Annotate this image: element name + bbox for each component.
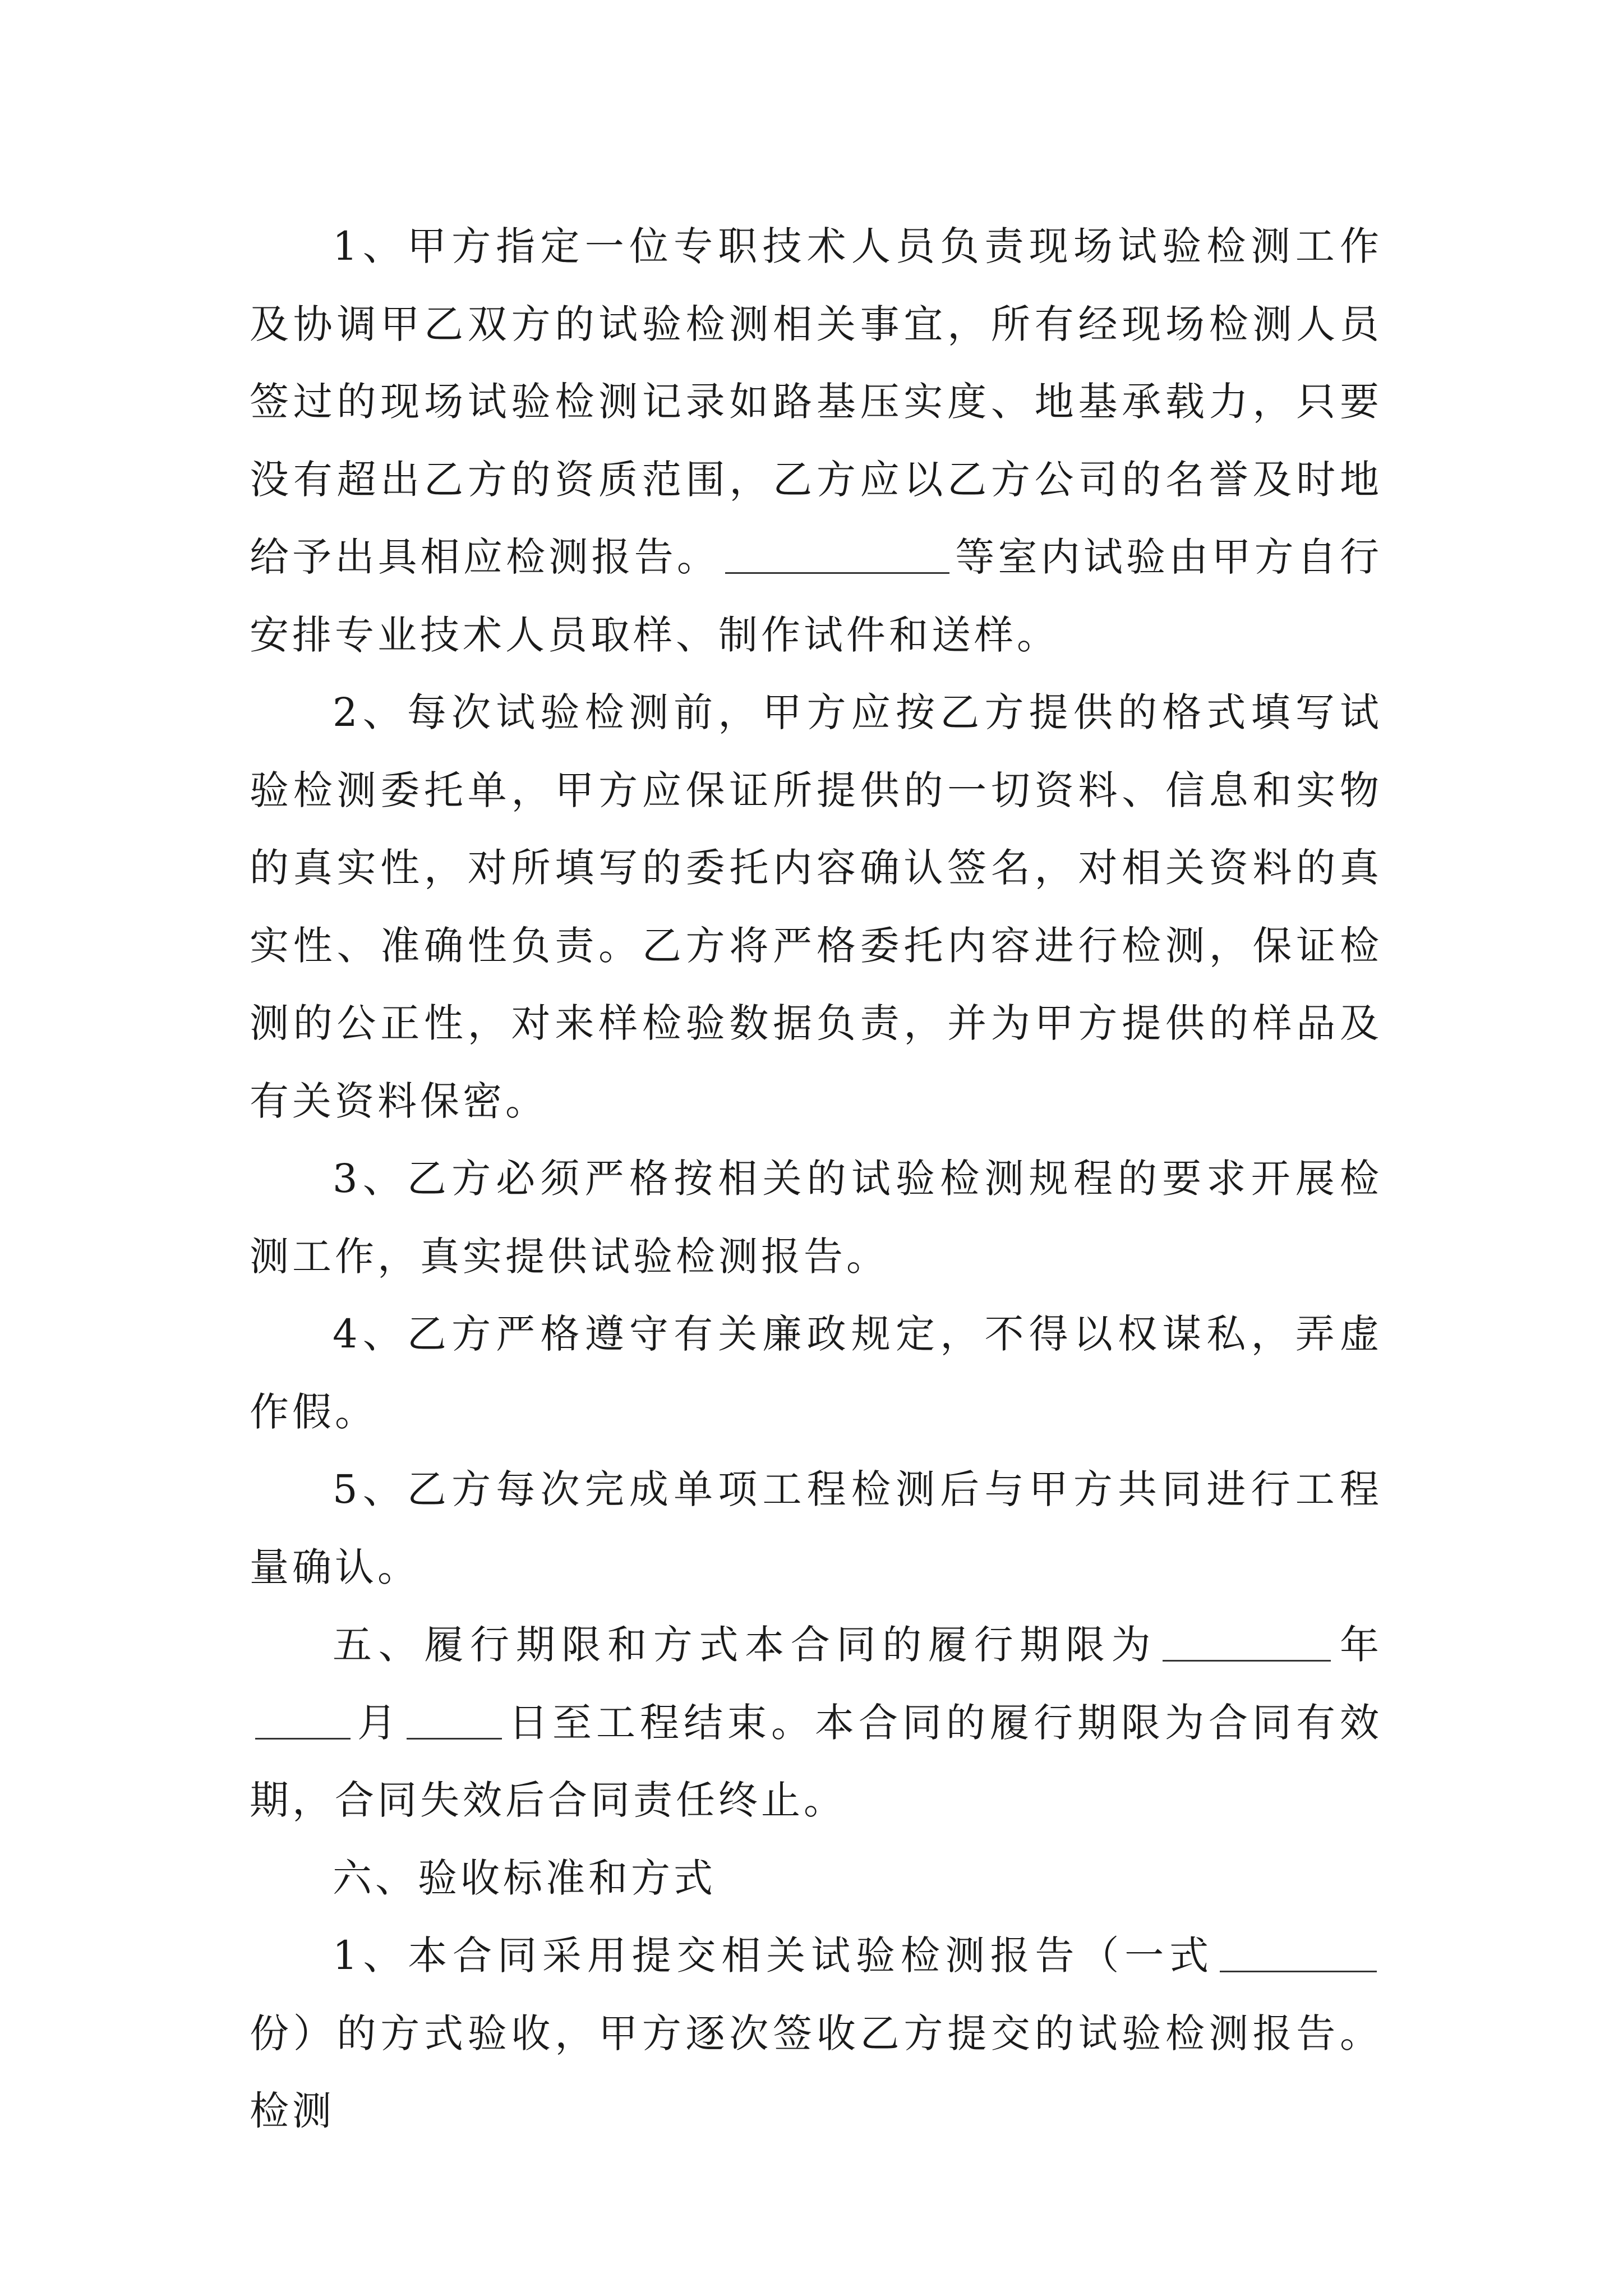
section-5-text-a: 五、履行期限和方式本合同的履行期限为	[333, 1622, 1158, 1668]
paragraph-1-text-a: 1、甲方指定一位专职技术人员负责现场试验检测工作及协调甲乙双方的试验检测相关事宜，所有经现场检测人员签过的现场试验检测记录如路基压实度、地基承载力，只要没有超出乙方的资质范围，乙方应以乙方公司的名誉及时地给予出具相应检测报告。	[250, 223, 1382, 580]
document-body	[250, 208, 1382, 2150]
section-5-text-b: 日至工程结束。本合同的履行期限为合同有效期，合同失效后合同责任终止。	[250, 1699, 1382, 1823]
paragraph-1	[250, 208, 1382, 674]
section-6-1-text-b: 份）的方式验收，甲方逐次签收乙方提交的试验检测报告。检测	[250, 2010, 1382, 2134]
paragraph-2: 2、每次试验检测前，甲方应按乙方提供的格式填写试验检测委托单，甲方应保证所提供的一切资料、信息和实物的真实性，对所填写的委托内容确认签名，对相关资料的真实性、准确性负责。乙方将严格委托内容进行检测，保证检测的公正性，对来样检验数据负责，并为甲方提供的样品及有关资料保密。	[250, 689, 1382, 1124]
blank-month	[255, 1701, 351, 1740]
blank-test-items	[725, 535, 949, 574]
paragraph-section-6-1	[250, 1917, 1382, 2150]
blank-day	[407, 1701, 502, 1740]
paragraph-3: 3、乙方必须严格按相关的试验检测规程的要求开展检测工作，真实提供试验检测报告。	[250, 1156, 1382, 1280]
blank-copies	[1220, 1934, 1377, 1972]
paragraph-section-5	[250, 1606, 1382, 1839]
year-label: 年	[1336, 1622, 1383, 1668]
paragraph-4: 4、乙方严格遵守有关廉政规定，不得以权谋私，弄虚作假。	[250, 1311, 1382, 1435]
paragraph-5: 5、乙方每次完成单项工程检测后与甲方共同进行工程量确认。	[250, 1466, 1382, 1590]
month-label: 月	[356, 1699, 401, 1746]
section-6-heading: 六、验收标准和方式	[333, 1855, 716, 1901]
section-6-1-text-a: 1、本合同采用提交相关试验检测报告（一式	[333, 1932, 1214, 1978]
blank-year	[1163, 1623, 1331, 1662]
paragraph-1-text-b: 等室内试验由甲方自行安排专业技术人员取样、制作试件和送样。	[250, 534, 1383, 658]
